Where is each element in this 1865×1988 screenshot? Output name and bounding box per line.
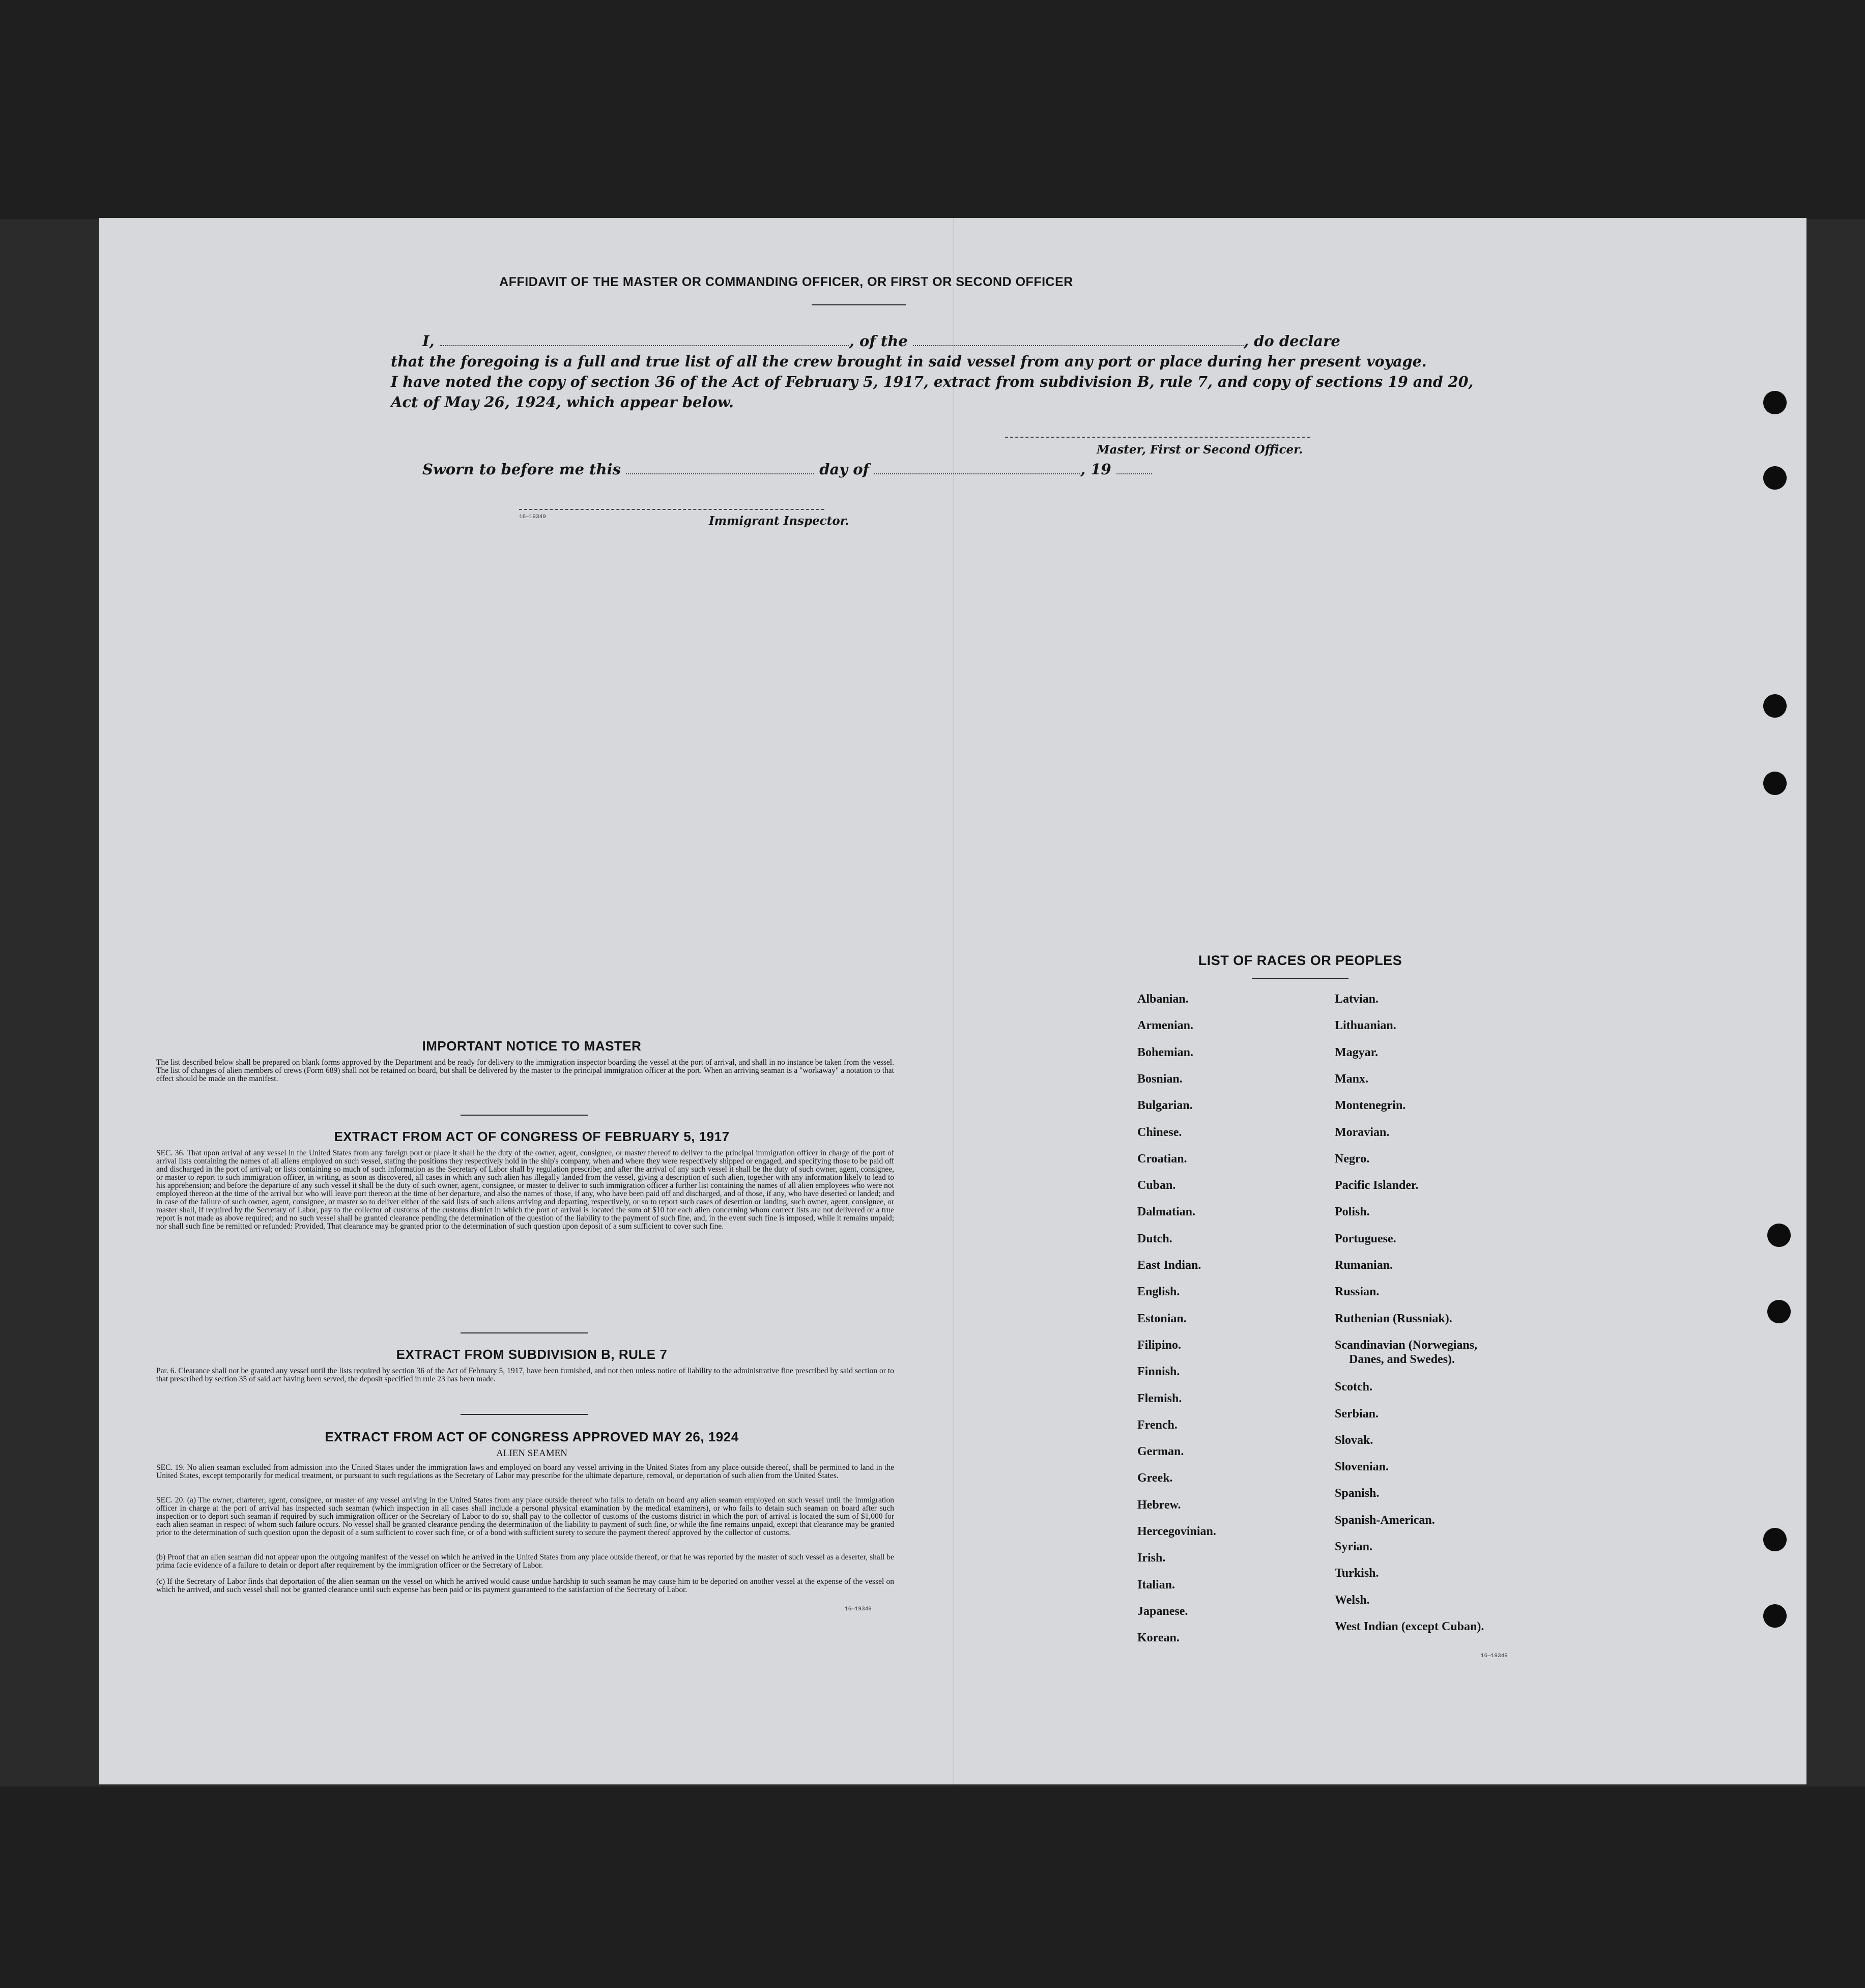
sworn-prefix: Sworn to before me this <box>422 461 621 478</box>
notice-rule <box>461 1115 588 1116</box>
race-item: Turkish. <box>1335 1567 1379 1580</box>
race-item: West Indian (except Cuban). <box>1335 1620 1484 1633</box>
race-item: Dutch. <box>1137 1232 1172 1245</box>
race-item: Bohemian. <box>1137 1045 1194 1059</box>
sworn-month-blank-field[interactable] <box>874 462 1080 474</box>
race-item: Hebrew. <box>1137 1498 1181 1512</box>
race-item: Latvian. <box>1335 992 1379 1006</box>
races-title: LIST OF RACES OR PEOPLES <box>1198 953 1402 968</box>
race-item: Croatian. <box>1137 1152 1187 1166</box>
extract-1924-sec19: SEC. 19. No alien seaman excluded from admission into the United States under the immigration laws and employed on board any vessel arriving in the United States from any place outside thereof, shall be permitted to land in the United States, except temporarily for medical treatment, or pursuant to such regulations as the Secretary of Labor may prescribe for the ultimate departure, removal, or deportation of such alien from the United States. <box>156 1463 894 1480</box>
affidavit-form-number: 16—19349 <box>519 514 546 520</box>
sworn-year-blank-field[interactable] <box>1116 462 1152 474</box>
affidavit-i: I, <box>422 332 435 350</box>
race-item: Pacific Islander. <box>1335 1179 1419 1192</box>
race-item: Cuban. <box>1137 1179 1176 1192</box>
subdivision-b-title: EXTRACT FROM SUBDIVISION B, RULE 7 <box>396 1347 668 1362</box>
extract-1917-title: EXTRACT FROM ACT OF CONGRESS OF FEBRUARY 5, 1917 <box>334 1129 730 1144</box>
race-item: Scotch. <box>1335 1380 1372 1394</box>
race-item: Magyar. <box>1335 1045 1379 1059</box>
binder-hole <box>1763 466 1787 490</box>
vessel-blank-field[interactable] <box>913 334 1244 346</box>
race-item: East Indian. <box>1137 1259 1201 1272</box>
extract-1917-body: SEC. 36. That upon arrival of any vessel in the United States from any foreign port or place it shall be the duty of the owner, agent, consignee, or master thereof to deliver to the principal immigration officer in charge of the port of arrival lists containing the names of all aliens employed on such vessel, stating the positions they respectively hold in the ship's company, when and where they were respectively shipped or engaged, and specifying those to be paid off and discharged in the port of arrival; or lists containing so much of such information as the Secretary of Labor shall by regulation prescribe; and after the arrival of any such vessel it shall be the duty of such owner, agent, consignee, or master to report to such immigration officer, in writing, as soon as discovered, all cases in which any such alien has illegally landed from the vessel, giving a description of such alien, together with any information likely to lead to his apprehension; and before the departure of any such vessel it shall be the duty of such owner, agent, consignee, or master to deliver to such immigration officer a further list containing the names of all alien employees who were not employed thereon at the time of the arrival but who will leave port thereon at the time of her departure, and also the names of those, if any, who have been paid off and discharged, and of those, if any, who have deserted or landed; and in case of the failure of such owner, agent, consignee, or master so to deliver either of the said lists of such aliens arriving and departing, respectively, or so to report such cases of desertion or landing, such owner, agent, consignee, or master shall, if required by the Secretary of Labor, pay to the collector of customs of the customs district in which the port of arrival is located the sum of $10 for each alien concerning whom correct lists are not delivered or a true report is not made as above required; and no such vessel shall be granted clearance pending the determination of the question of the liability to the payment of such fine, and, in the event such fine is imposed, while it remains unpaid; nor shall such fine be remitted or refunded: Provided, That clearance may be granted prior to the determination of such question upon deposit of a sum sufficient to cover such fine. <box>156 1149 894 1231</box>
binder-hole <box>1767 1300 1791 1323</box>
race-item: Slovak. <box>1335 1433 1373 1447</box>
affidavit-line-1 <box>422 331 1340 351</box>
race-item: Flemish. <box>1137 1391 1182 1405</box>
sworn-day-blank-field[interactable] <box>626 462 814 474</box>
race-item: Manx. <box>1335 1072 1368 1086</box>
race-item: Scandinavian (Norwegians, <box>1335 1338 1478 1352</box>
race-item: Hercegovinian. <box>1137 1525 1216 1538</box>
race-item: Spanish. <box>1335 1487 1380 1500</box>
race-item: Negro. <box>1335 1152 1370 1166</box>
race-item: Chinese. <box>1137 1125 1182 1139</box>
extract-1924-form-number: 16—19349 <box>845 1606 872 1612</box>
affidavit-of-the: , of the <box>849 332 908 350</box>
race-item: Spanish-American. <box>1335 1513 1435 1527</box>
race-item: Estonian. <box>1137 1312 1187 1325</box>
race-item: Moravian. <box>1335 1125 1390 1139</box>
race-item: Portuguese. <box>1335 1232 1396 1245</box>
page-fold <box>953 218 954 1784</box>
notice-body: The list described below shall be prepared on blank forms approved by the Department and be ready for delivery to the immigration inspector boarding the vessel at the port of arrival, and shall in no instance be taken from the vessel. The list of changes of alien members of crews (Form 689) shall not be retained on board, but shall be delivered by the master to the principal immigration officer at the port. When an arriving seaman is a "workaway" a notation to that effect should be made on the manifest. <box>156 1058 894 1083</box>
race-item: Italian. <box>1137 1578 1175 1592</box>
race-item: Serbian. <box>1335 1407 1379 1421</box>
race-item-continuation: Danes, and Swedes). <box>1349 1352 1455 1366</box>
inspector-label: Immigrant Inspector. <box>709 514 849 528</box>
race-item: Albanian. <box>1137 992 1189 1006</box>
race-item: Montenegrin. <box>1335 1099 1406 1113</box>
race-item: French. <box>1137 1418 1178 1432</box>
extract-1924-sec20a: SEC. 20. (a) The owner, charterer, agent, consignee, or master of any vessel arriving in the United States from any place outside thereof who fails to detain on board any alien seaman employed on such vessel until the immigration officer in charge at the port of arrival has inspected such seaman (which inspection in all cases shall include a personal physical examination by the medical examiners), or who fails to detain such seaman on board after such inspection or to deport such seaman if required by such immigration officer or the Secretary of Labor to do so, shall pay to the collector of customs of the customs district in which the port of arrival is located the sum of $1,000 for each alien seaman in respect of whom such failure occurs. No vessel shall be granted clearance pending the determination of the liability to payment of such fine, or while the fine remains unpaid, except that clearance may be granted prior to the determination of such question upon the deposit of a sum sufficient to cover such fine, or of a bond with sufficient surety to secure the payment thereof approved by the collector of customs. <box>156 1496 894 1537</box>
race-item: Dalmatian. <box>1137 1205 1195 1219</box>
binder-hole <box>1763 391 1787 414</box>
binder-hole <box>1767 1224 1791 1247</box>
race-item: Finnish. <box>1137 1365 1180 1379</box>
race-item: Ruthenian (Russniak). <box>1335 1312 1452 1325</box>
sworn-year: , 19 <box>1080 461 1111 478</box>
race-item: German. <box>1137 1445 1184 1459</box>
race-item: Filipino. <box>1137 1338 1182 1352</box>
extract-1924-sec20b: (b) Proof that an alien seaman did not appear upon the outgoing manifest of the vessel on which he arrived in the United States from any place outside thereof, or that he was reported by the master of such vessel as a deserter, shall be prima facie evidence of a failure to detain or deport after requirement by the immigration officer or the Secretary of Labor. <box>156 1553 894 1570</box>
subdivision-b-body: Par. 6. Clearance shall not be granted any vessel until the lists required by section 36 of the Act of February 5, 1917, have been furnished, and not then unless notice of liability to the administrative fine prescribed by said section or to that prescribed by section 35 of said act having been served, the deposit specified in rule 23 has been made. <box>156 1367 894 1383</box>
notice-title: IMPORTANT NOTICE TO MASTER <box>422 1038 642 1054</box>
binder-hole <box>1763 1528 1787 1551</box>
signature-line[interactable] <box>1005 437 1310 438</box>
race-item: English. <box>1137 1285 1180 1299</box>
sworn-day-of: day of <box>819 461 870 478</box>
race-item: Armenian. <box>1137 1019 1193 1033</box>
sworn-line <box>422 459 1152 479</box>
binder-hole <box>1763 694 1787 718</box>
affidavit-line-2: that the foregoing is a full and true list of all the crew brought in said vessel from any port or place during her present voyage. <box>391 353 1427 370</box>
race-item: Rumanian. <box>1335 1259 1393 1272</box>
race-item: Russian. <box>1335 1285 1380 1299</box>
races-title-rule <box>1252 978 1348 979</box>
name-blank-field[interactable] <box>440 334 849 346</box>
binder-hole <box>1763 1604 1787 1628</box>
inspector-signature-line[interactable] <box>519 509 824 510</box>
race-item: Syrian. <box>1335 1540 1373 1553</box>
scanner-backdrop-bottom <box>0 1786 1865 1988</box>
race-item: Welsh. <box>1335 1593 1370 1607</box>
affidavit-title: AFFIDAVIT OF THE MASTER OR COMMANDING OFFICER, OR FIRST OR SECOND OFFICER <box>499 275 1073 289</box>
scanner-backdrop-top <box>0 0 1865 219</box>
document-sheet <box>99 218 1806 1784</box>
affidavit-line-3: I have noted the copy of section 36 of the Act of February 5, 1917, extract from subdivision B, rule 7, and copy of sections 19 and 20, <box>391 373 1474 390</box>
race-item: Irish. <box>1137 1551 1166 1565</box>
races-form-number: 16—19349 <box>1481 1653 1508 1659</box>
signature-label: Master, First or Second Officer. <box>1097 443 1303 457</box>
affidavit-line-4: Act of May 26, 1924, which appear below. <box>391 393 734 411</box>
extract-1924-subtitle: ALIEN SEAMEN <box>496 1448 567 1459</box>
extract-1917-rule <box>461 1332 588 1333</box>
affidavit-declare: , do declare <box>1243 332 1340 350</box>
extract-1924-title: EXTRACT FROM ACT OF CONGRESS APPROVED MAY 26, 1924 <box>325 1429 739 1444</box>
race-item: Lithuanian. <box>1335 1019 1396 1033</box>
affidavit-title-rule <box>812 304 906 305</box>
race-item: Japanese. <box>1137 1604 1188 1618</box>
race-item: Greek. <box>1137 1471 1173 1485</box>
race-item: Bosnian. <box>1137 1072 1183 1086</box>
extract-1924-sec20c: (c) If the Secretary of Labor finds that deportation of the alien seaman on the vessel on which he arrived would cause undue hardship to such seaman he may cause him to be deported on another vessel at the expense of the vessel on which he arrived, and such vessel shall not be granted clearance until such expense has been paid or its payment guaranteed to the satisfaction of the Secretary of Labor. <box>156 1577 894 1594</box>
race-item: Polish. <box>1335 1205 1370 1219</box>
race-item: Slovenian. <box>1335 1460 1389 1474</box>
binder-hole <box>1763 772 1787 795</box>
subdivision-b-rule <box>461 1414 588 1415</box>
race-item: Bulgarian. <box>1137 1099 1193 1113</box>
race-item: Korean. <box>1137 1631 1180 1645</box>
